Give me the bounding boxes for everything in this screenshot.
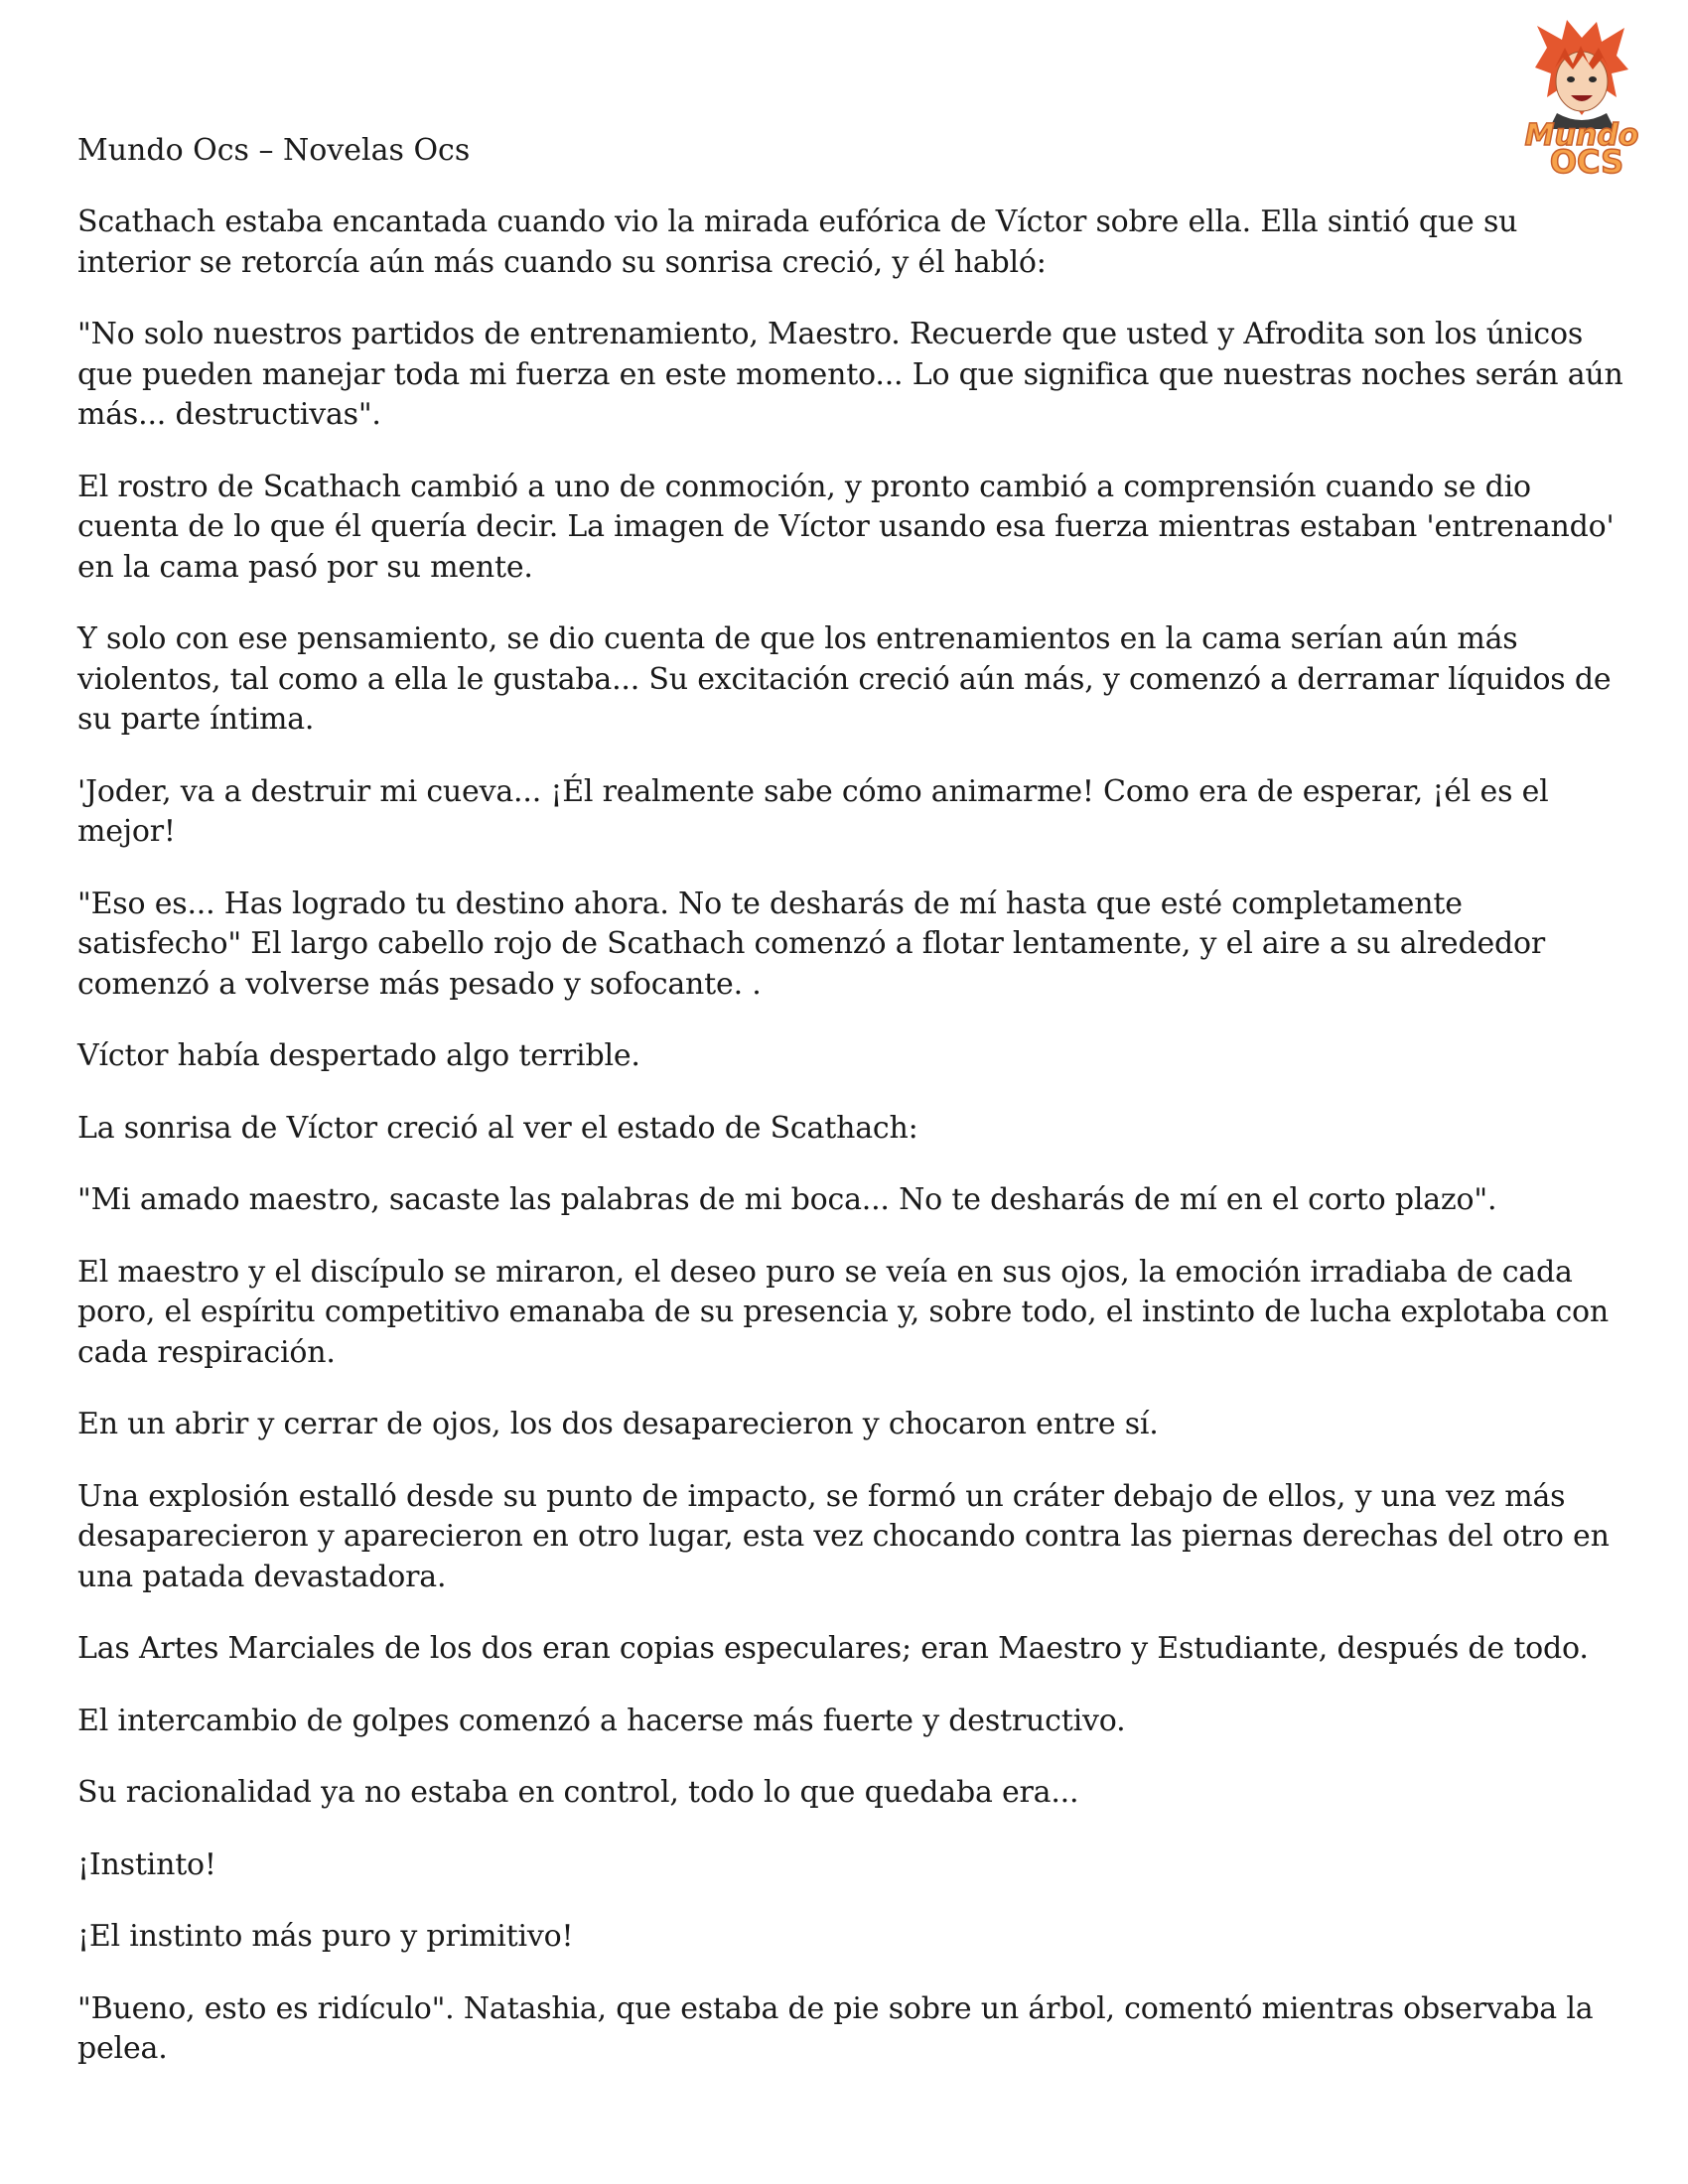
paragraph: 'Joder, va a destruir mi cueva... ¡Él realmente sabe cómo animarme! Como era de esperar, ¡él es el mejor! xyxy=(77,773,1549,849)
paragraph: ¡Instinto! xyxy=(77,1846,216,1882)
paragraph: El intercambio de golpes comenzó a hacerse más fuerte y destructivo. xyxy=(77,1703,1126,1738)
paragraph: "Mi amado maestro, sacaste las palabras de mi boca... No te desharás de mí en el corto plazo". xyxy=(77,1182,1497,1217)
paragraph: Su racionalidad ya no estaba en control, todo lo que quedaba era... xyxy=(77,1775,1079,1810)
paragraph: "Bueno, esto es ridículo". Natashia, que estaba de pie sobre un árbol, comentó mientras observaba la pelea. xyxy=(77,1990,1594,2066)
logo-text-line1: Mundo xyxy=(1524,118,1639,153)
document-body xyxy=(77,203,1626,2102)
paragraph: La sonrisa de Víctor creció al ver el estado de Scathach: xyxy=(77,1110,918,1146)
logo-text-line2: OCS xyxy=(1549,143,1624,177)
paragraph: Scathach estaba encantada cuando vio la mirada eufórica de Víctor sobre ella. Ella sintió que su interior se retorcía aún más cuando su sonrisa creció, y él habló: xyxy=(77,205,1518,280)
paragraph: El rostro de Scathach cambió a uno de conmoción, y pronto cambió a comprensión cuando se dio cuenta de lo que él quería decir. La imagen de Víctor usando esa fuerza mientras estaban 'entrenando' en la cama pasó por su mente. xyxy=(77,469,1615,585)
paragraph: ¡El instinto más puro y primitivo! xyxy=(77,1919,574,1954)
paragraph: "Eso es... Has logrado tu destino ahora. No te desharás de mí hasta que esté completamente satisfecho" El largo cabello rojo de Scathach comenzó a flotar lentamente, y el aire a su alrededor comenzó a volverse más pesado y sofocante. . xyxy=(77,886,1546,1002)
paragraph: Las Artes Marciales de los dos eran copias especulares; eran Maestro y Estudiante, después de todo. xyxy=(77,1631,1589,1666)
paragraph: Y solo con ese pensamiento, se dio cuenta de que los entrenamientos en la cama serían aún más violentos, tal como a ella le gustaba... Su excitación creció aún más, y comenzó a derramar líquidos de su parte íntima. xyxy=(77,621,1612,737)
mascot-logo-icon xyxy=(1507,18,1656,177)
page-header: Mundo Ocs – Novelas Ocs xyxy=(77,133,471,168)
paragraph: "No solo nuestros partidos de entrenamiento, Maestro. Recuerde que usted y Afrodita son los únicos que pueden manejar toda mi fuerza en este momento... Lo que significa que nuestras noches serán aún más... destructivas". xyxy=(77,317,1623,432)
paragraph: Víctor había despertado algo terrible. xyxy=(77,1038,640,1073)
mundo-ocs-logo xyxy=(1507,18,1656,177)
paragraph: El maestro y el discípulo se miraron, el deseo puro se veía en sus ojos, la emoción irradiaba de cada poro, el espíritu competitivo emanaba de su presencia y, sobre todo, el instinto de lucha explotaba con cada respiración. xyxy=(77,1254,1610,1370)
paragraph: Una explosión estalló desde su punto de impacto, se formó un cráter debajo de ellos, y una vez más desaparecieron y aparecieron en otro lugar, esta vez chocando contra las piernas derechas del otro en una patada devastadora. xyxy=(77,1478,1610,1594)
paragraph: En un abrir y cerrar de ojos, los dos desaparecieron y chocaron entre sí. xyxy=(77,1407,1159,1441)
